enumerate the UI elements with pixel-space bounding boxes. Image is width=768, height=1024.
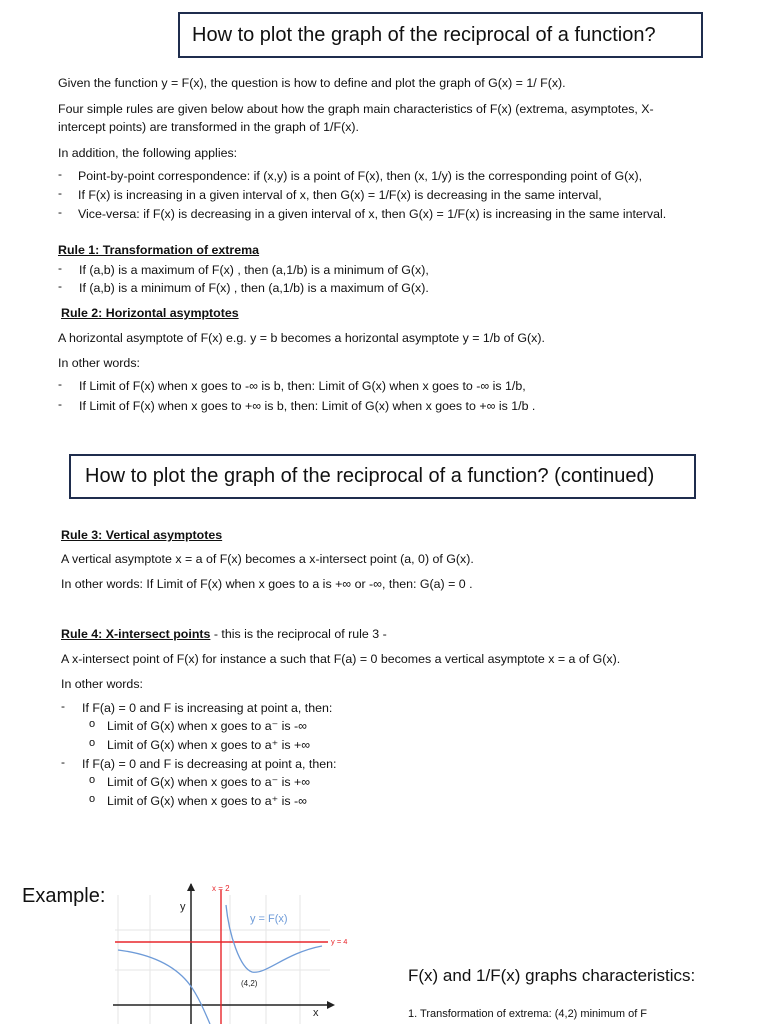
bullet-dash: -	[58, 167, 62, 181]
bullet-dash: -	[58, 377, 62, 391]
bullet-dash: -	[61, 755, 65, 769]
characteristics-list-item: 1. Transformation of extrema: (4,2) minimum of F	[408, 1008, 648, 1020]
example-label: Example:	[22, 885, 106, 907]
bullet-dash: -	[61, 699, 65, 713]
intro-bullet: If F(x) is increasing in a given interval of x, then G(x) = 1/F(x) is decreasing in the same interval,	[78, 188, 602, 202]
rule3-heading: Rule 3: Vertical asymptotes	[61, 528, 223, 542]
intro-bullet: Vice-versa: if F(x) is decreasing in a given interval of x, then G(x) = 1/F(x) is increasing in the same interval.	[78, 207, 667, 221]
vertical-asymptote-label: x = 2	[212, 884, 230, 893]
rule2-paragraph-1: A horizontal asymptote of F(x) e.g. y = b becomes a horizontal asymptote y = 1/b of G(x).	[58, 331, 545, 345]
rule1-bullet: If (a,b) is a minimum of F(x) , then (a,1/b) is a maximum of G(x).	[79, 281, 429, 295]
bullet-dash: -	[58, 397, 62, 411]
rule2-bullet: If Limit of F(x) when x goes to +∞ is b, then: Limit of G(x) when x goes to +∞ is 1/b .	[79, 399, 536, 413]
x-axis-label: x	[313, 1007, 319, 1019]
rule4-sub-bullet: Limit of G(x) when x goes to a⁻ is -∞	[107, 719, 307, 733]
intro-paragraph-2-line-2: intercept points) are transformed in the graph of 1/F(x).	[58, 120, 359, 134]
rule3-paragraph-1: A vertical asymptote x = a of F(x) becomes a x-intersect point (a, 0) of G(x).	[61, 552, 474, 566]
rule2-bullet: If Limit of F(x) when x goes to -∞ is b, then: Limit of G(x) when x goes to -∞ is 1/b,	[79, 379, 526, 393]
intro-paragraph-3: In addition, the following applies:	[58, 146, 238, 160]
point-label: (4,2)	[241, 979, 258, 988]
sub-bullet-circle: o	[89, 718, 96, 730]
rule1-heading: Rule 1: Transformation of extrema	[58, 243, 260, 257]
sub-bullet-circle: o	[89, 793, 96, 805]
sub-bullet-circle: o	[89, 737, 96, 749]
sub-bullet-circle: o	[89, 774, 96, 786]
rule4-bullet: If F(a) = 0 and F is decreasing at point a, then:	[82, 757, 337, 771]
rule4-bullet: If F(a) = 0 and F is increasing at point a, then:	[82, 701, 333, 715]
characteristics-title: F(x) and 1/F(x) graphs characteristics:	[408, 966, 696, 985]
bullet-dash: -	[58, 261, 62, 275]
curve-label: y = F(x)	[250, 913, 288, 925]
y-axis-arrow-icon	[187, 883, 195, 891]
rule4-paragraph-2: In other words:	[61, 677, 143, 691]
bullet-dash: -	[58, 205, 62, 219]
bullet-dash: -	[58, 186, 62, 200]
rule2-heading: Rule 2: Horizontal asymptotes	[61, 306, 239, 320]
section-title-continued: How to plot the graph of the reciprocal of a function? (continued)	[69, 454, 696, 499]
rule4-sub-bullet: Limit of G(x) when x goes to a⁻ is +∞	[107, 775, 311, 789]
rule4-paragraph-1: A x-intersect point of F(x) for instance a such that F(a) = 0 becomes a vertical asymptote x = a of G(x).	[61, 652, 621, 666]
intro-bullet: Point-by-point correspondence: if (x,y) is a point of F(x), then (x, 1/y) is the corresponding point of G(x),	[78, 169, 643, 183]
horizontal-asymptote-label: y = 4	[331, 937, 348, 946]
rule4-sub-bullet: Limit of G(x) when x goes to a⁺ is +∞	[107, 738, 311, 752]
bullet-dash: -	[58, 279, 62, 293]
curve-left-branch	[118, 950, 210, 1024]
intro-paragraph-2-line-1: Four simple rules are given below about how the graph main characteristics of F(x) (extrema, asymptotes, X-	[58, 102, 654, 116]
rule1-bullet: If (a,b) is a maximum of F(x) , then (a,1/b) is a minimum of G(x),	[79, 263, 429, 277]
y-axis-label: y	[180, 901, 186, 913]
page-title: How to plot the graph of the reciprocal of a function?	[178, 12, 703, 58]
x-axis-arrow-icon	[327, 1001, 335, 1009]
rule4-heading-suffix: - this is the reciprocal of rule 3 -	[210, 627, 387, 641]
rule4-sub-bullet: Limit of G(x) when x goes to a⁺ is -∞	[107, 794, 307, 808]
rule4-heading: Rule 4: X-intersect points	[61, 627, 211, 641]
intro-paragraph-1: Given the function y = F(x), the question is how to define and plot the graph of G(x) = 1/ F(x).	[58, 76, 566, 90]
rule2-paragraph-2: In other words:	[58, 356, 140, 370]
rule3-paragraph-2: In other words: If Limit of F(x) when x goes to a is +∞ or -∞, then: G(a) = 0 .	[61, 577, 473, 591]
